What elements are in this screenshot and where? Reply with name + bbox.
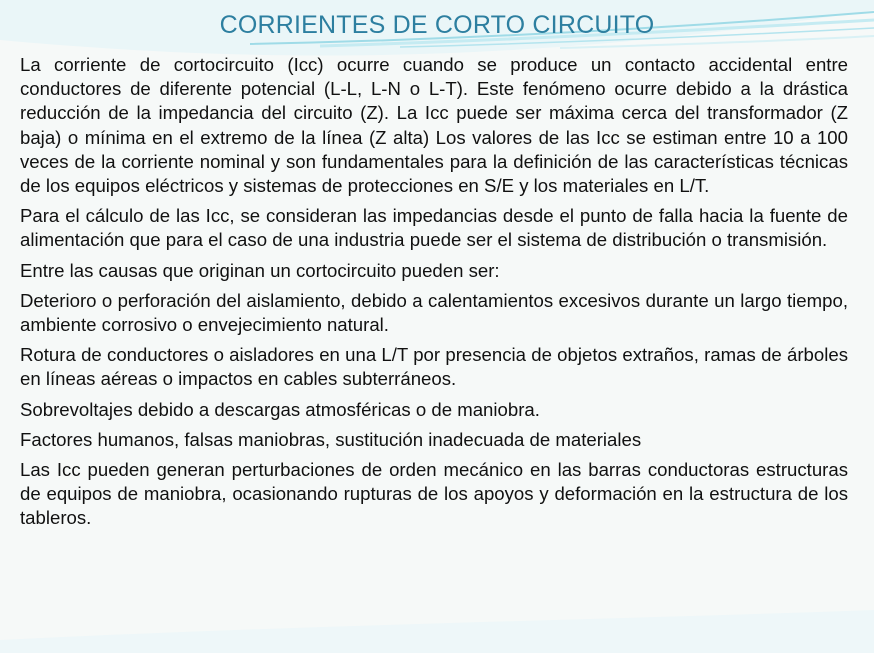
slide-body: [20, 53, 848, 531]
paragraph: Rotura de conductores o aisladores en una L/T por presencia de objetos extraños, ramas de árboles en líneas aéreas o impactos en cables subterráneos.: [20, 344, 848, 390]
paragraph: Sobrevoltajes debido a descargas atmosféricas o de maniobra.: [20, 398, 540, 420]
paragraph: La corriente de cortocircuito (Icc) ocurre cuando se produce un contacto accidental entre conductores de diferente potencial (L-L, L-N o L-T). Este fenómeno ocurre debido a la drástica reducción de la impedancia del circuito (Z). La Icc puede ser máxima cerca del transformador (Z baja) o mínima en el extremo de la línea (Z alta) Los valores de las Icc se estiman entre 10 a 100 veces de la corriente nominal y son fundamentales para la definición de las características técnicas de los equipos eléctricos y sistemas de protecciones en S/E y los materiales en L/T.: [20, 54, 848, 197]
paragraph: Para el cálculo de las Icc, se consideran las impedancias desde el punto de falla hacia la fuente de alimentación que para el caso de una industria puede ser el sistema de distribución o transmisión.: [20, 205, 848, 251]
paragraph: Entre las causas que originan un cortocircuito pueden ser:: [20, 259, 500, 281]
paragraph: Deterioro o perforación del aislamiento, debido a calentamientos excesivos durante un largo tiempo, ambiente corrosivo o envejecimiento natural.: [20, 289, 848, 336]
paragraph: Factores humanos, falsas maniobras, sustitución inadecuada de materiales: [20, 428, 642, 450]
slide-title: CORRIENTES DE CORTO CIRCUITO: [219, 11, 655, 39]
paragraph: Las Icc pueden generan perturbaciones de orden mecánico en las barras conductoras estructuras de equipos de maniobra, ocasionando rupturas de los apoyos y deformación en la estructura de los tableros.: [20, 459, 848, 529]
